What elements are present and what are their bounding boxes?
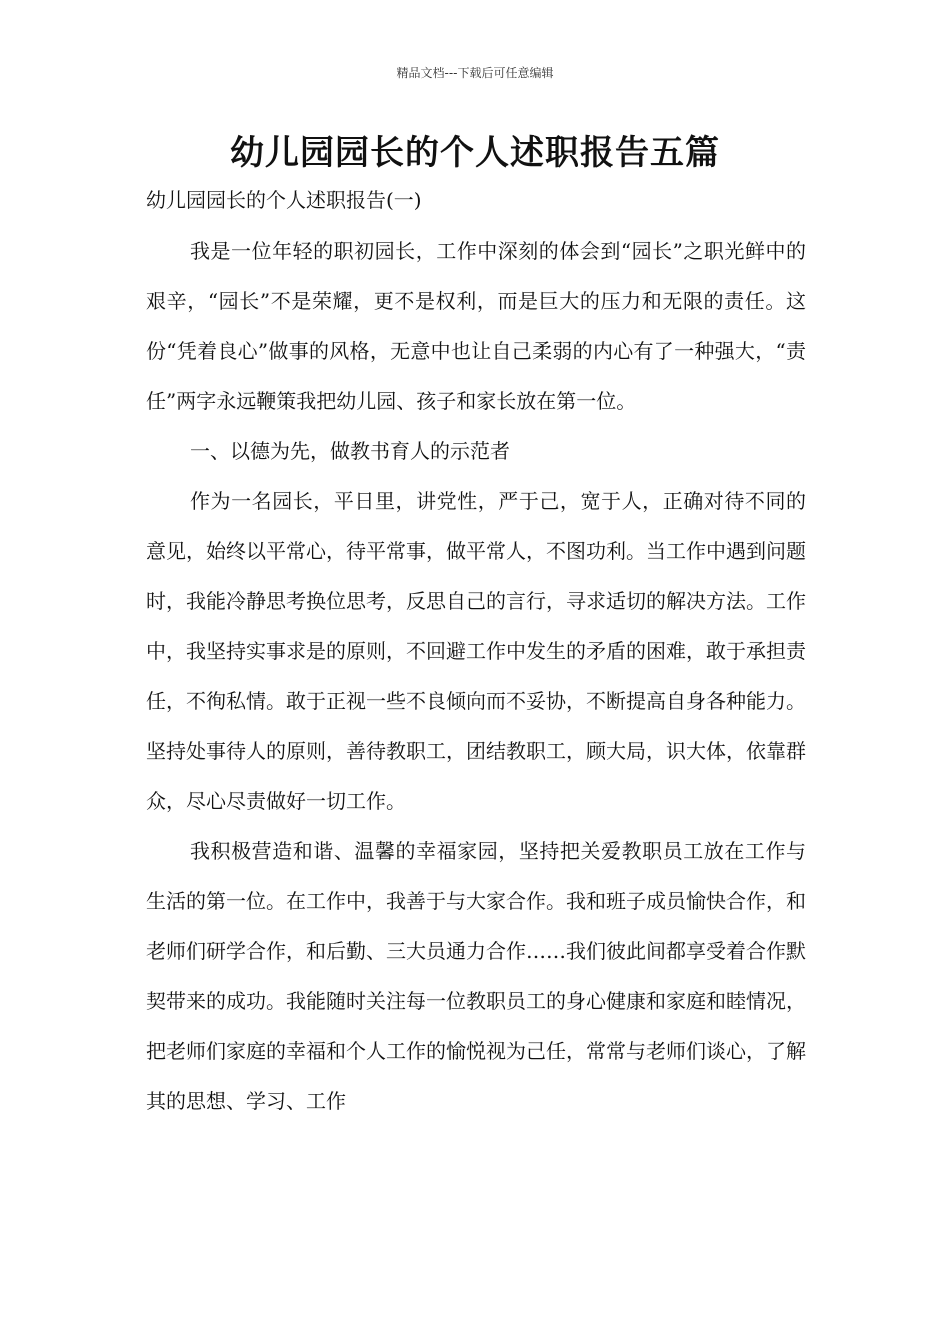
document-title: 幼儿园园长的个人述职报告五篇 xyxy=(230,133,720,173)
section-title: 幼儿园园长的个人述职报告(一) xyxy=(146,188,422,212)
document-body xyxy=(146,180,806,1126)
paragraph-harmony: 我积极营造和谐、温馨的幸福家园，坚持把关爱教职员工放在工作与生活的第一位。在工作中，我善于与大家合作。我和班子成员愉快合作，和老师们研学合作，和后勤、三大员通力合作……我们彼此间都享受着合作默契带来的成功。我能随时关注每一位教职员工的身心健康和家庭和睦情况，把老师们家庭的幸福和个人工作的愉悦视为己任，常常与老师们谈心，了解其的思想、学习、工作 xyxy=(146,839,806,1113)
header-note: 精品文档---下载后可任意编辑 xyxy=(396,66,554,80)
paragraph-virtue: 作为一名园长，平日里，讲党性，严于己，宽于人，正确对待不同的意见，始终以平常心，待平常事，做平常人，不图功利。当工作中遇到问题时，我能冷静思考换位思考，反思自己的言行，寻求适切的解决方法。工作中，我坚持实事求是的原则，不回避工作中发生的矛盾的困难，敢于承担责任，不徇私情。敢于正视一些不良倾向而不妥协，不断提高自身各种能力。坚持处事待人的原则，善待教职工，团结教职工，顾大局，识大体，依靠群众，尽心尽责做好一切工作。 xyxy=(146,489,806,813)
paragraph-intro: 我是一位年轻的职初园长，工作中深刻的体会到“园长”之职光鲜中的艰辛，“园长”不是荣耀，更不是权利，而是巨大的压力和无限的责任。这份“凭着良心”做事的风格，无意中也让自己柔弱的内心有了一种强大，“责任”两字永远鞭策我把幼儿园、孩子和家长放在第一位。 xyxy=(146,239,806,413)
subsection-heading: 一、以德为先，做教书育人的示范者 xyxy=(190,439,510,463)
